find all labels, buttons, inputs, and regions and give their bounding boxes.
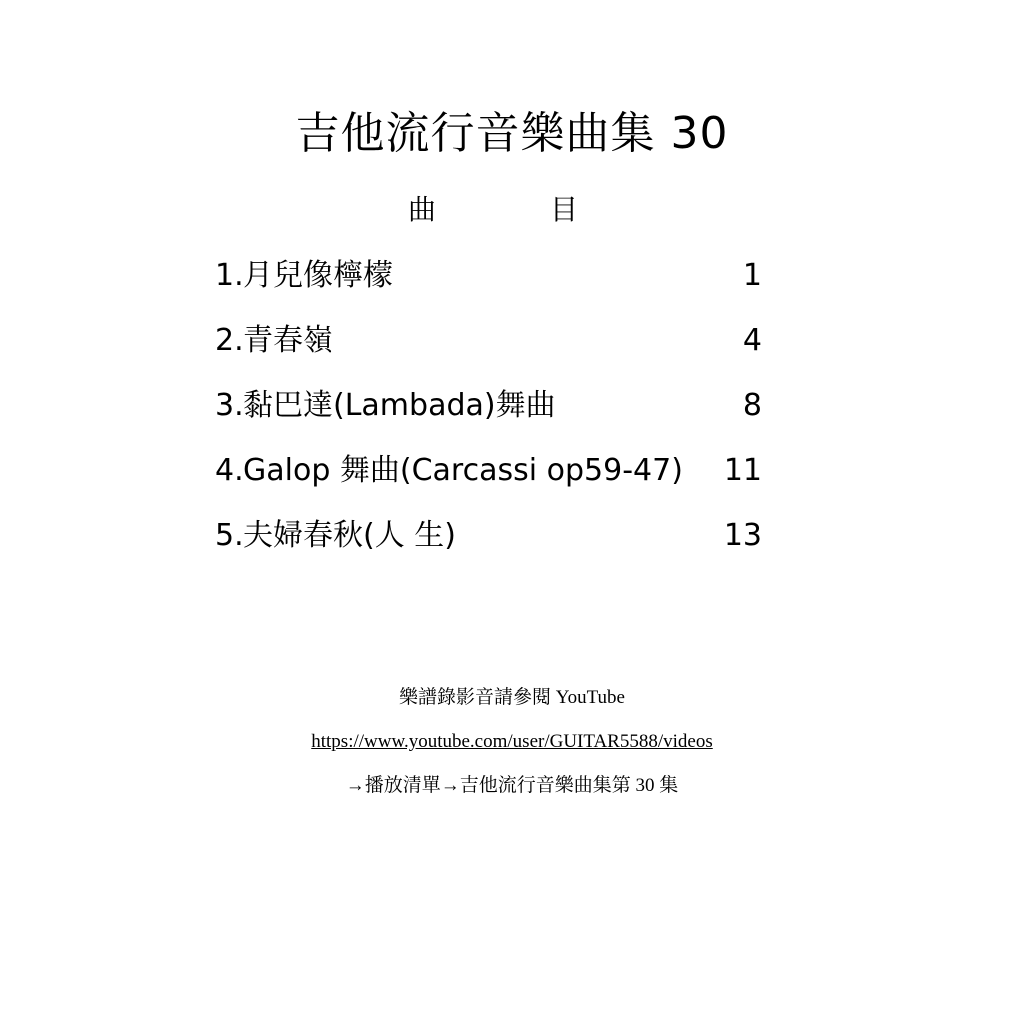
toc-item-title: 青春嶺 xyxy=(243,323,333,358)
toc-item-number: 2. xyxy=(215,323,244,358)
toc-item-page: 8 xyxy=(742,388,762,423)
toc-heading xyxy=(0,190,1024,230)
toc-heading-right: 目 xyxy=(550,193,579,226)
toc-item xyxy=(0,512,1024,560)
toc-item xyxy=(0,252,1024,300)
toc-item-page: 1 xyxy=(742,258,762,293)
toc-item-page: 13 xyxy=(723,518,762,553)
toc-item-number: 3. xyxy=(215,388,244,423)
toc-item-title: Galop 舞曲(Carcassi op59-47) xyxy=(243,453,683,488)
page-title: 吉他流行音樂曲集 30 xyxy=(295,108,729,159)
youtube-link[interactable]: https://www.youtube.com/user/GUITAR5588/videos xyxy=(311,731,713,752)
toc-item-number: 4. xyxy=(215,453,244,488)
playlist-note: →播放清單→吉他流行音樂曲集第 30 集 xyxy=(345,775,679,796)
toc-item-title: 月兒像檸檬 xyxy=(243,258,393,293)
toc-item xyxy=(0,382,1024,430)
toc-heading-left: 曲 xyxy=(408,193,437,226)
toc-item xyxy=(0,317,1024,365)
youtube-note: 樂譜錄影音請參閱 YouTube xyxy=(399,687,625,708)
footer-notes xyxy=(0,686,1024,818)
toc-item-page: 11 xyxy=(723,453,762,488)
toc-item xyxy=(0,447,1024,495)
toc-item-page: 4 xyxy=(742,323,762,358)
toc-item-title: 黏巴達(Lambada)舞曲 xyxy=(243,388,556,423)
toc-item-number: 5. xyxy=(215,518,244,553)
toc-item-number: 1. xyxy=(215,258,244,293)
toc-item-title: 夫婦春秋(人 生) xyxy=(243,518,456,553)
